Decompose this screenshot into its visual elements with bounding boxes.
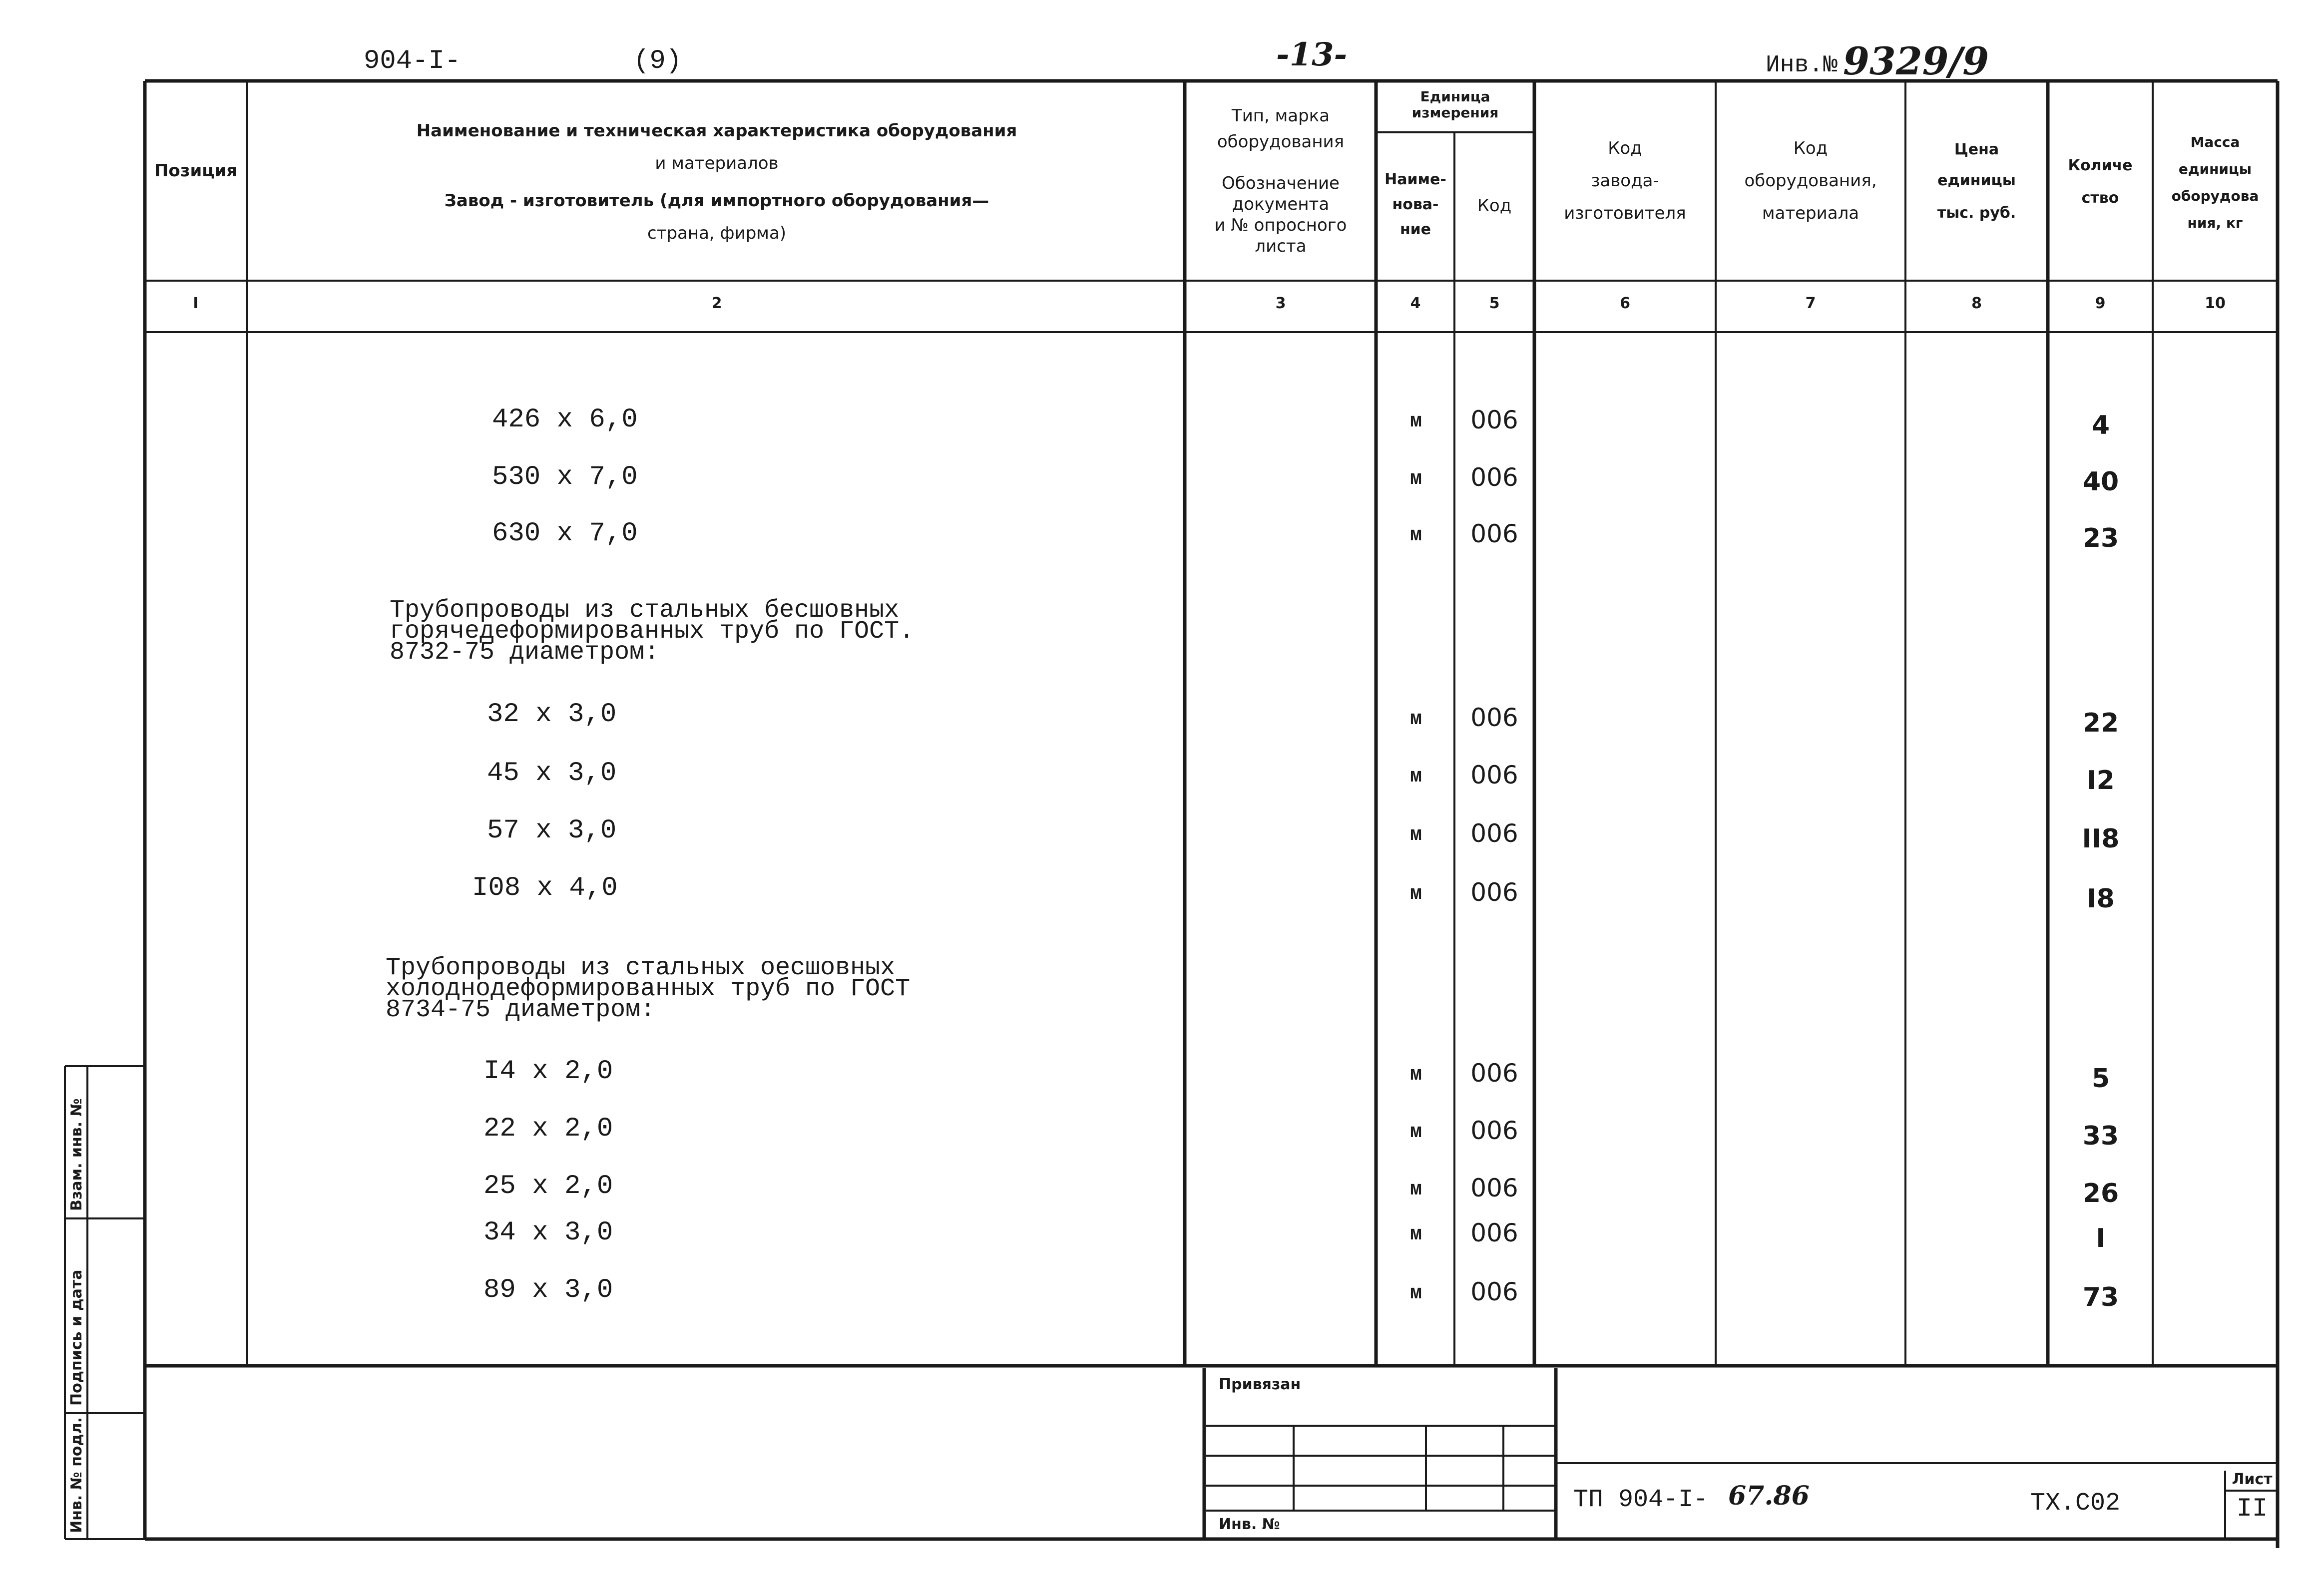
attached-label: Привязан: [1219, 1376, 1301, 1393]
document-number-prefix: ТП 904-I-: [1573, 1486, 1709, 1514]
quantity: 23: [2082, 523, 2119, 553]
header-price-line3: тыс. руб.: [1937, 204, 2016, 222]
unit-name: м: [1409, 1064, 1422, 1086]
header-factory-code-line3: изготовителя: [1564, 203, 1686, 223]
header-type-line5: и № опросного: [1214, 215, 1347, 235]
replaced-inventory-label: Взам. инв. №: [68, 1098, 85, 1211]
header-type-line4: документа: [1232, 194, 1330, 214]
quantity: II8: [2082, 824, 2120, 854]
unit-code: 006: [1470, 1218, 1518, 1247]
unit-code: 006: [1470, 1059, 1518, 1088]
header-unit-name-line2: нова-: [1392, 196, 1439, 213]
unit-code: 006: [1470, 703, 1518, 732]
series-number: 904-I-: [364, 46, 461, 76]
header-name-line2: и материалов: [655, 153, 779, 173]
pipe-size: 630 x 7,0: [492, 518, 638, 549]
document-code: ТХ.С02: [2030, 1489, 2121, 1518]
column-number: 8: [1971, 295, 1982, 312]
unit-name: м: [1409, 1121, 1422, 1144]
unit-code: 006: [1470, 878, 1518, 907]
sheet-number: II: [2236, 1494, 2268, 1524]
pipe-size: 32 x 3,0: [487, 699, 617, 730]
column-number: 3: [1275, 295, 1286, 312]
header-unit-name-line1: Наиме-: [1385, 171, 1446, 188]
page-number: -13-: [1276, 36, 1348, 73]
quantity: I8: [2087, 884, 2115, 914]
unit-code: 006: [1470, 1174, 1518, 1202]
unit-code: 006: [1470, 519, 1518, 548]
quantity: 40: [2082, 467, 2119, 497]
unit-code: 006: [1470, 819, 1518, 848]
unit-name: м: [1409, 468, 1422, 490]
unit-name: м: [1409, 1179, 1422, 1201]
header-type-line3: Обозначение: [1222, 173, 1340, 193]
unit-name: м: [1409, 1282, 1422, 1305]
pipe-size: 34 x 3,0: [483, 1217, 613, 1248]
inventory-no-label: Инв. №: [1219, 1516, 1280, 1533]
pipe-size: 426 x 6,0: [492, 404, 638, 435]
section-heading-line: холоднодеформированных труб по ГОСТ: [386, 975, 911, 1003]
header-unit-name-line3: ние: [1399, 221, 1431, 238]
unit-name: м: [1409, 708, 1422, 731]
pipe-size: 57 x 3,0: [487, 815, 617, 846]
column-number: I: [193, 295, 199, 312]
pipe-size: 45 x 3,0: [487, 758, 617, 789]
unit-code: 006: [1470, 1116, 1518, 1145]
column-number: 7: [1805, 295, 1816, 312]
section-heading-line: Трубопроводы из стальных бесшовных: [390, 596, 900, 625]
unit-name: м: [1409, 1223, 1422, 1246]
quantity: 5: [2091, 1064, 2110, 1094]
header-qty-line2: ство: [2081, 189, 2119, 207]
pipe-size: 89 x 3,0: [483, 1275, 613, 1305]
header-equip-code-line2: оборудования,: [1744, 171, 1877, 191]
sheet-label: Лист: [2232, 1471, 2273, 1488]
pipe-size: 530 x 7,0: [492, 462, 638, 492]
unit-name: м: [1409, 883, 1422, 905]
inventory-number: 9329/9: [1843, 39, 1989, 83]
column-number: 4: [1410, 295, 1421, 312]
header-unit-group-line1: Единица: [1420, 88, 1490, 105]
header-factory-code-line2: завода-: [1591, 171, 1659, 191]
pipe-size: 22 x 2,0: [483, 1114, 613, 1144]
column-number: 10: [2205, 295, 2226, 312]
header-price-line2: единицы: [1937, 172, 2016, 189]
inventory-label: Инв.№: [1766, 52, 1838, 79]
header-type-line1: Тип, марка: [1231, 106, 1330, 126]
section-heading-line: горячедеформированных труб по ГОСТ.: [390, 617, 915, 646]
unit-name: м: [1409, 410, 1422, 433]
header-name-line3: Завод - изготовитель (для импортного оборудования—: [444, 191, 989, 211]
header-mass-line2: единицы: [2178, 161, 2252, 177]
column-number: 9: [2095, 295, 2106, 312]
document-number-suffix: 67.86: [1728, 1481, 1810, 1511]
header-type-line6: листа: [1255, 236, 1307, 256]
original-inventory-label: Инв. № подл.: [68, 1417, 85, 1533]
column-number: 5: [1489, 295, 1500, 312]
header-type-line2: оборудования: [1217, 132, 1345, 152]
unit-code: 006: [1470, 761, 1518, 790]
header-unit-code: Код: [1477, 196, 1512, 216]
unit-name: м: [1409, 766, 1422, 788]
quantity: 22: [2082, 708, 2119, 738]
header-name-line1: Наименование и техническая характеристика оборудования: [416, 121, 1017, 141]
header-price-line1: Цена: [1954, 141, 1999, 158]
pipe-size: I08 x 4,0: [472, 873, 618, 903]
header-equip-code-line3: материала: [1762, 203, 1859, 223]
section-heading-line: 8734-75 диаметром:: [386, 996, 656, 1024]
header-position: Позиция: [154, 161, 238, 181]
sheet-paren: (9): [633, 46, 682, 76]
header-mass-line4: ния, кг: [2187, 215, 2243, 231]
quantity: 73: [2082, 1282, 2119, 1312]
unit-code: 006: [1470, 1277, 1518, 1306]
quantity: I: [2096, 1223, 2106, 1253]
header-name-line4: страна, фирма): [647, 223, 787, 243]
header-equip-code-line1: Код: [1793, 138, 1828, 158]
unit-code: 006: [1470, 463, 1518, 492]
header-mass-line3: оборудова: [2171, 188, 2259, 204]
signature-date-label: Подпись и дата: [68, 1269, 85, 1406]
pipe-size: 25 x 2,0: [483, 1171, 613, 1201]
unit-name: м: [1409, 524, 1422, 547]
section-heading-line: 8732-75 диаметром:: [390, 638, 660, 667]
unit-name: м: [1409, 824, 1422, 846]
column-number: 6: [1620, 295, 1630, 312]
quantity: 4: [2091, 410, 2110, 440]
quantity: 26: [2082, 1179, 2119, 1208]
header-mass-line1: Масса: [2190, 134, 2240, 150]
unit-code: 006: [1470, 405, 1518, 434]
column-number: 2: [711, 295, 722, 312]
quantity: I2: [2087, 766, 2115, 795]
header-factory-code-line1: Код: [1608, 138, 1642, 158]
quantity: 33: [2082, 1121, 2119, 1151]
section-heading-line: Трубопроводы из стальных оесшовных: [386, 954, 896, 982]
header-unit-group-line2: измерения: [1411, 104, 1499, 121]
header-qty-line1: Количе: [2068, 157, 2133, 174]
pipe-size: I4 x 2,0: [483, 1056, 613, 1087]
